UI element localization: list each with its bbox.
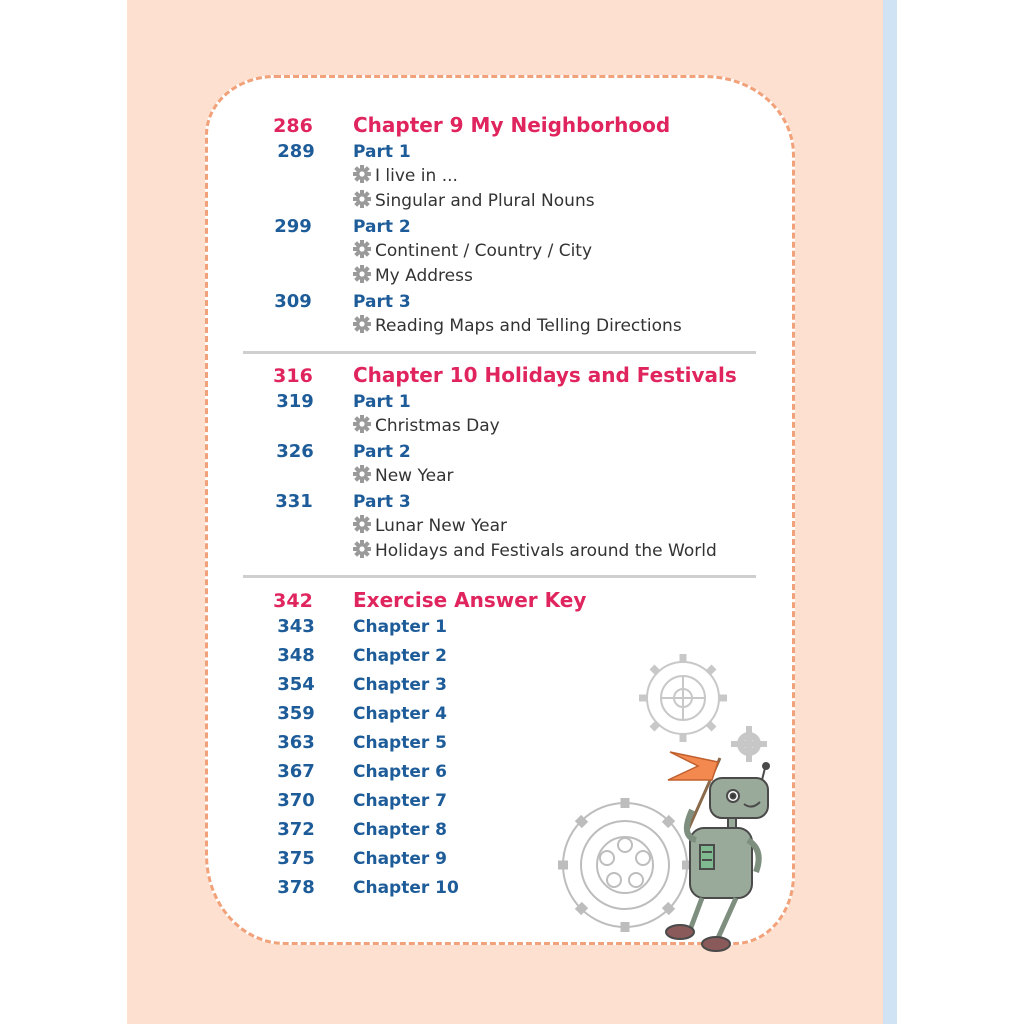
answer-page-number: 348: [277, 645, 315, 666]
topic-label: Singular and Plural Nouns: [375, 191, 595, 211]
chapter-page-number: 342: [273, 590, 313, 612]
part-label[interactable]: Part 2: [353, 217, 411, 237]
answer-chapter-label[interactable]: Chapter 6: [353, 762, 448, 782]
robot-illustration: [540, 640, 800, 960]
gear-icon: [352, 464, 372, 484]
gear-icon: [352, 239, 372, 259]
answer-page-number: 359: [277, 703, 315, 724]
answer-page-number: 378: [277, 877, 315, 898]
answer-chapter-label[interactable]: Chapter 2: [353, 646, 448, 666]
topic-item[interactable]: [352, 539, 717, 563]
part-label[interactable]: Part 3: [353, 492, 411, 512]
topic-item[interactable]: [352, 164, 458, 188]
topic-item[interactable]: [352, 414, 500, 438]
part-page-number: 326: [276, 441, 314, 462]
part-label[interactable]: Part 2: [353, 442, 411, 462]
part-page-number: 319: [276, 391, 314, 412]
answer-page-number: 367: [277, 761, 315, 782]
topic-label: Continent / Country / City: [375, 241, 593, 261]
part-label[interactable]: Part 1: [353, 142, 411, 162]
chapter-page-number: 286: [273, 115, 313, 137]
topic-item[interactable]: [352, 314, 682, 338]
answer-chapter-label[interactable]: Chapter 3: [353, 675, 448, 695]
part-label[interactable]: Part 1: [353, 392, 411, 412]
robot-icon: [666, 763, 769, 951]
part-page-number: 309: [274, 291, 312, 312]
part-page-number: 331: [275, 491, 313, 512]
gear-icon: [352, 414, 372, 434]
topic-item[interactable]: [352, 464, 453, 488]
topic-item[interactable]: [352, 264, 473, 288]
small-gear-icon: [731, 726, 767, 762]
gear-icon: [352, 514, 372, 534]
answer-page-number: 370: [277, 790, 315, 811]
chapter-title[interactable]: Chapter 10 Holidays and Festivals: [353, 363, 737, 387]
topic-label: Christmas Day: [375, 416, 500, 436]
answer-page-number: 343: [277, 616, 315, 637]
topic-label: New Year: [375, 466, 454, 486]
topic-item[interactable]: [352, 189, 595, 213]
answer-page-number: 363: [277, 732, 315, 753]
answer-chapter-label[interactable]: Chapter 5: [353, 733, 448, 753]
answer-chapter-label[interactable]: Chapter 4: [353, 704, 448, 724]
section-divider: [243, 351, 756, 354]
gear-icon: [352, 314, 372, 334]
gear-icon: [352, 164, 372, 184]
topic-label: Reading Maps and Telling Directions: [375, 316, 682, 336]
answer-chapter-label[interactable]: Chapter 8: [353, 820, 448, 840]
gear-icon: [352, 189, 372, 209]
section-divider: [243, 575, 756, 578]
topic-item[interactable]: [352, 239, 592, 263]
large-gear-icon: [558, 798, 692, 932]
answer-page-number: 354: [277, 674, 315, 695]
part-page-number: 299: [274, 216, 312, 237]
chapter-page-number: 316: [273, 365, 313, 387]
answer-chapter-label[interactable]: Chapter 10: [353, 878, 459, 898]
chapter-title[interactable]: Chapter 9 My Neighborhood: [353, 113, 671, 137]
topic-label: I live in ...: [375, 166, 458, 186]
topic-label: My Address: [375, 266, 473, 286]
answer-chapter-label[interactable]: Chapter 9: [353, 849, 448, 869]
gear-icon: [352, 264, 372, 284]
answer-chapter-label[interactable]: Chapter 7: [353, 791, 448, 811]
part-label[interactable]: Part 3: [353, 292, 411, 312]
answer-page-number: 375: [277, 848, 315, 869]
topic-label: Holidays and Festivals around the World: [375, 541, 717, 561]
page-edge: [883, 0, 897, 1024]
topic-label: Lunar New Year: [375, 516, 508, 536]
answer-chapter-label[interactable]: Chapter 1: [353, 617, 448, 637]
top-gear-icon: [639, 654, 727, 742]
topic-item[interactable]: [352, 514, 507, 538]
gear-icon: [352, 539, 372, 559]
chapter-title[interactable]: Exercise Answer Key: [353, 588, 587, 612]
answer-page-number: 372: [277, 819, 315, 840]
part-page-number: 289: [277, 141, 315, 162]
